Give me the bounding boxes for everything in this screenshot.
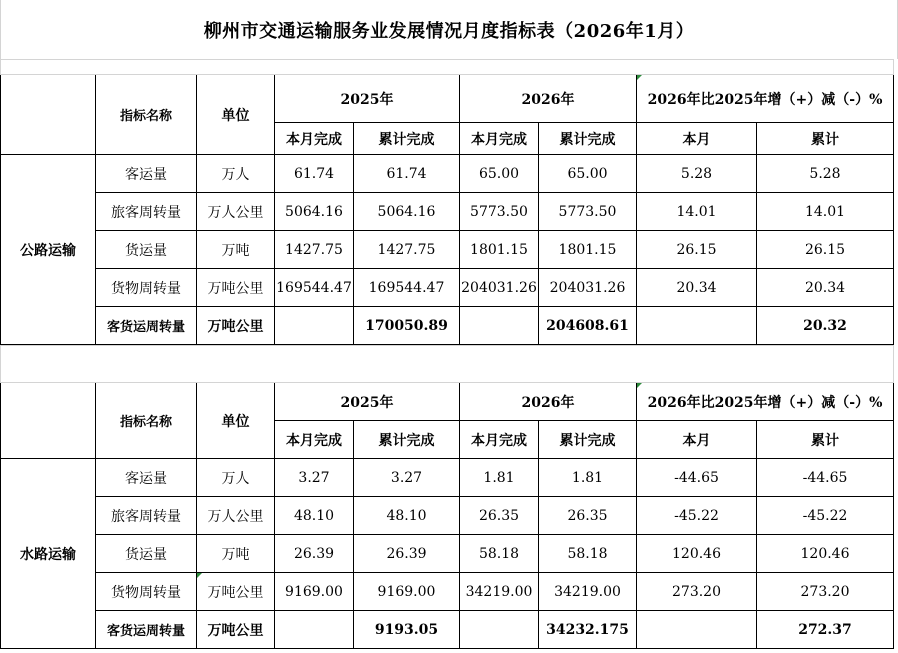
row-name: 货运量	[96, 231, 197, 269]
value-2026-cumulative: 34219.00	[539, 573, 637, 611]
row-unit: 万吨公里	[197, 269, 275, 307]
subheader-2026-cumulative: 累计完成	[539, 123, 637, 155]
subheader-2026-cumulative: 累计完成	[539, 421, 637, 459]
total-unit: 万吨公里	[197, 611, 275, 649]
value-2026-monthly: 34219.00	[460, 573, 539, 611]
value-change-month: 20.34	[637, 269, 757, 307]
table-row	[1, 497, 894, 535]
highway-table	[0, 59, 894, 345]
header-row	[1, 75, 894, 123]
row-name: 客运量	[96, 155, 197, 193]
row-unit: 万人	[197, 459, 275, 497]
subheader-change-cum: 累计	[757, 421, 894, 459]
value-2026-cumulative: 58.18	[539, 535, 637, 573]
value-change-cum: -44.65	[757, 459, 894, 497]
subheader-change-month: 本月	[637, 421, 757, 459]
header-row	[1, 383, 894, 421]
indicator-header: 指标名称	[96, 75, 197, 155]
section-header-cell	[1, 383, 96, 459]
total-row	[1, 611, 894, 649]
unit-header: 单位	[197, 75, 275, 155]
table-row	[1, 535, 894, 573]
table-row	[1, 155, 894, 193]
section-header-cell	[1, 75, 96, 155]
value-2026-cumulative: 1801.15	[539, 231, 637, 269]
value-change-month: 5.28	[637, 155, 757, 193]
row-unit: 万吨公里	[197, 573, 275, 611]
change-header: 2026年比2025年增（+）减（-）%	[637, 383, 894, 421]
subheader-2025-monthly: 本月完成	[275, 123, 354, 155]
value-2026-cumulative: 5773.50	[539, 193, 637, 231]
value-change-month: -45.22	[637, 497, 757, 535]
row-unit: 万人公里	[197, 193, 275, 231]
value-2025-cumulative: 48.10	[354, 497, 460, 535]
value-2025-monthly: 48.10	[275, 497, 354, 535]
value-2026-monthly: 1.81	[460, 459, 539, 497]
value-2026-monthly: 65.00	[460, 155, 539, 193]
row-unit: 万吨	[197, 535, 275, 573]
value-2025-cumulative: 169544.47	[354, 269, 460, 307]
value-2026-monthly: 26.35	[460, 497, 539, 535]
table-row	[1, 269, 894, 307]
value-2026-monthly: 58.18	[460, 535, 539, 573]
total-row	[1, 307, 894, 345]
value-change-month: -44.65	[637, 459, 757, 497]
total-2026-cumulative: 204608.61	[539, 307, 637, 345]
row-unit: 万人公里	[197, 497, 275, 535]
value-2025-cumulative: 3.27	[354, 459, 460, 497]
spacer-row	[1, 346, 894, 383]
value-change-month: 14.01	[637, 193, 757, 231]
value-2025-monthly: 9169.00	[275, 573, 354, 611]
value-change-cum: 26.15	[757, 231, 894, 269]
subheader-2025-cumulative: 累计完成	[354, 123, 460, 155]
value-change-month: 273.20	[637, 573, 757, 611]
total-2025-cumulative: 170050.89	[354, 307, 460, 345]
value-change-cum: 14.01	[757, 193, 894, 231]
row-name: 旅客周转量	[96, 497, 197, 535]
table-row	[1, 459, 894, 497]
value-2025-monthly: 3.27	[275, 459, 354, 497]
waterway-table	[0, 345, 894, 649]
value-2026-monthly: 1801.15	[460, 231, 539, 269]
year-2025-header: 2025年	[275, 75, 460, 123]
value-2025-monthly: 1427.75	[275, 231, 354, 269]
value-2025-cumulative: 9169.00	[354, 573, 460, 611]
total-unit: 万吨公里	[197, 307, 275, 345]
value-2026-cumulative: 65.00	[539, 155, 637, 193]
row-name: 货物周转量	[96, 269, 197, 307]
row-unit: 万人	[197, 155, 275, 193]
value-2026-cumulative: 204031.26	[539, 269, 637, 307]
unit-header: 单位	[197, 383, 275, 459]
value-change-cum: 20.34	[757, 269, 894, 307]
value-2025-cumulative: 1427.75	[354, 231, 460, 269]
value-change-cum: 120.46	[757, 535, 894, 573]
total-2026-cumulative: 34232.175	[539, 611, 637, 649]
change-header: 2026年比2025年增（+）减（-）%	[637, 75, 894, 123]
total-name: 客货运周转量	[96, 611, 197, 649]
spacer-row	[1, 60, 894, 75]
value-change-cum: -45.22	[757, 497, 894, 535]
value-2025-monthly: 5064.16	[275, 193, 354, 231]
total-change-month	[637, 307, 757, 345]
year-2025-header: 2025年	[275, 383, 460, 421]
table-row	[1, 573, 894, 611]
row-name: 货运量	[96, 535, 197, 573]
subheader-2026-monthly: 本月完成	[460, 123, 539, 155]
subheader-2026-monthly: 本月完成	[460, 421, 539, 459]
subheader-2025-monthly: 本月完成	[275, 421, 354, 459]
value-2025-cumulative: 61.74	[354, 155, 460, 193]
subheader-change-month: 本月	[637, 123, 757, 155]
row-name: 客运量	[96, 459, 197, 497]
table-row	[1, 193, 894, 231]
row-name: 货物周转量	[96, 573, 197, 611]
total-2025-cumulative: 9193.05	[354, 611, 460, 649]
value-2025-monthly: 169544.47	[275, 269, 354, 307]
total-change-month	[637, 611, 757, 649]
total-2025-monthly	[275, 611, 354, 649]
report-title: 柳州市交通运输服务业发展情况月度指标表（2026年1月）	[0, 0, 898, 59]
value-2025-monthly: 61.74	[275, 155, 354, 193]
value-change-month: 120.46	[637, 535, 757, 573]
total-change-cum: 20.32	[757, 307, 894, 345]
value-2026-cumulative: 26.35	[539, 497, 637, 535]
value-2025-monthly: 26.39	[275, 535, 354, 573]
value-2026-monthly: 204031.26	[460, 269, 539, 307]
total-name: 客货运周转量	[96, 307, 197, 345]
value-change-cum: 5.28	[757, 155, 894, 193]
total-change-cum: 272.37	[757, 611, 894, 649]
year-2026-header: 2026年	[460, 383, 637, 421]
value-2026-monthly: 5773.50	[460, 193, 539, 231]
total-2025-monthly	[275, 307, 354, 345]
total-2026-monthly	[460, 611, 539, 649]
value-2025-cumulative: 5064.16	[354, 193, 460, 231]
subheader-2025-cumulative: 累计完成	[354, 421, 460, 459]
row-name: 旅客周转量	[96, 193, 197, 231]
value-change-month: 26.15	[637, 231, 757, 269]
year-2026-header: 2026年	[460, 75, 637, 123]
total-2026-monthly	[460, 307, 539, 345]
value-2025-cumulative: 26.39	[354, 535, 460, 573]
value-2026-cumulative: 1.81	[539, 459, 637, 497]
section-label-waterway: 水路运输	[1, 459, 96, 649]
subheader-change-cum: 累计	[757, 123, 894, 155]
row-unit: 万吨	[197, 231, 275, 269]
section-label-highway: 公路运输	[1, 155, 96, 345]
indicator-header: 指标名称	[96, 383, 197, 459]
table-row	[1, 231, 894, 269]
value-change-cum: 273.20	[757, 573, 894, 611]
